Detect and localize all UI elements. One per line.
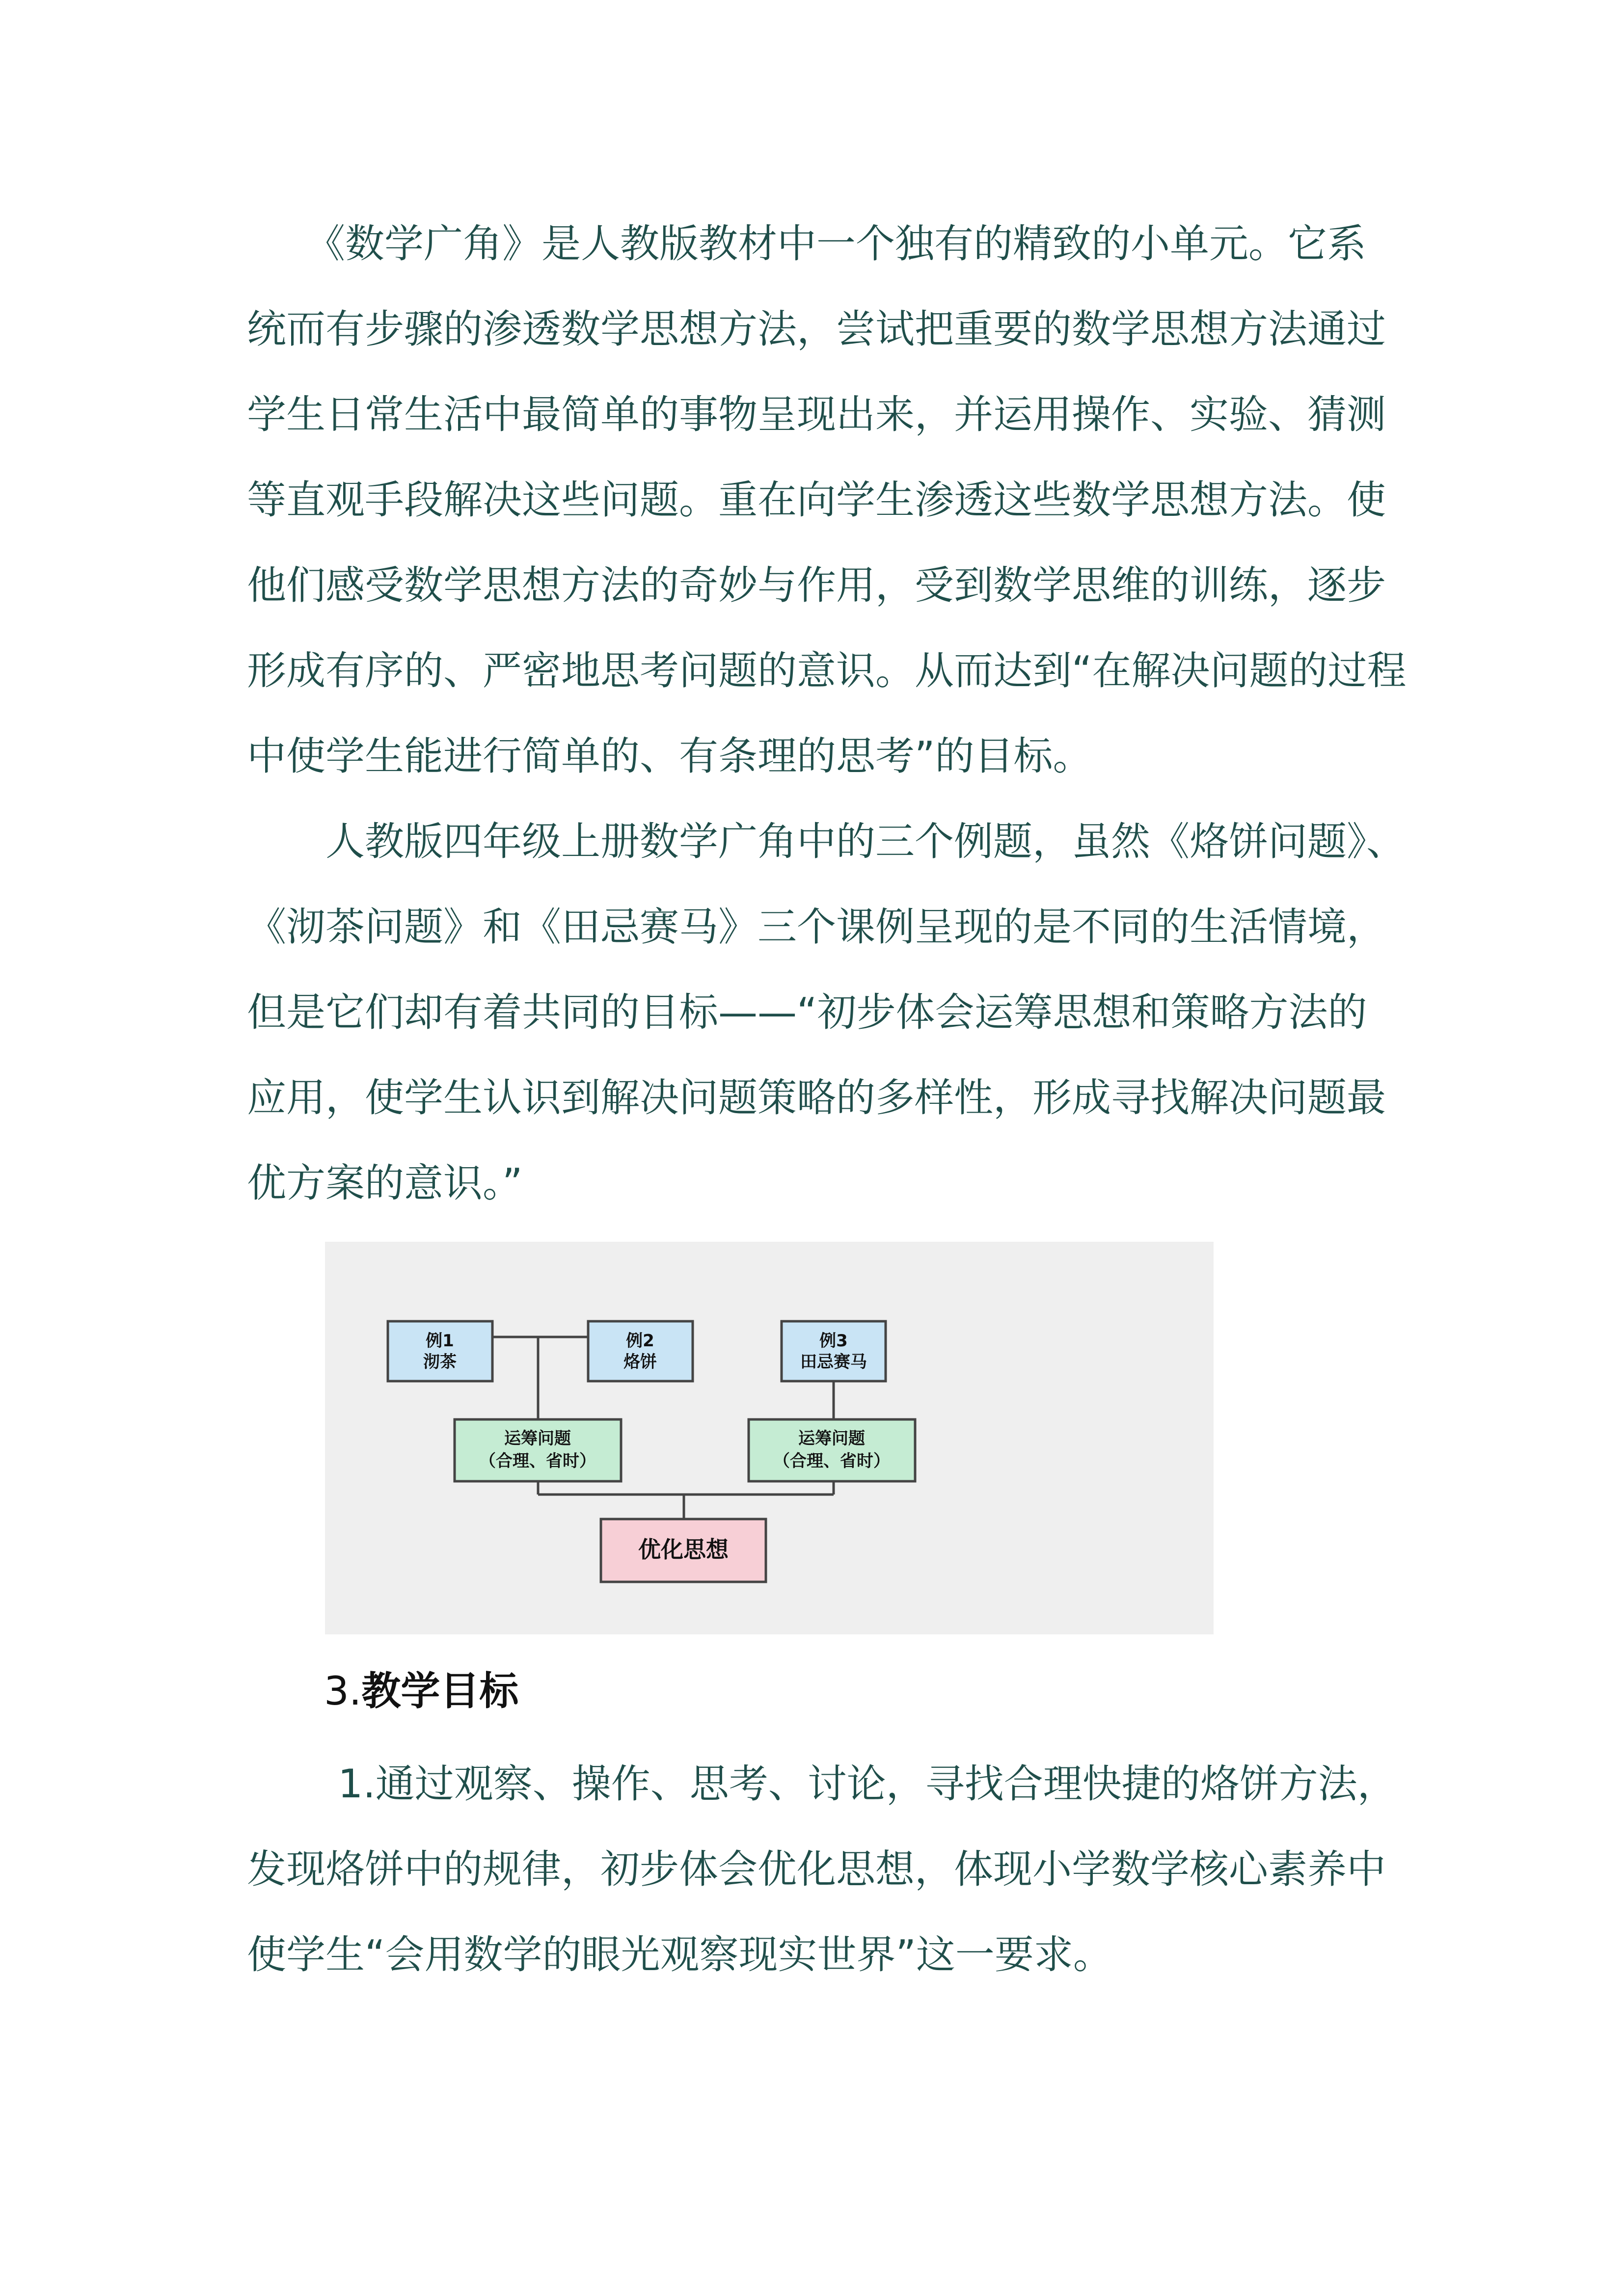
text-line: 1.通过观察、操作、思考、讨论，寻找合理快捷的烙饼方法， [247,1761,1397,1807]
strategy-box-1 [455,1419,621,1481]
text-line: 优方案的意识。” [247,1160,523,1206]
text-line: 统而有步骤的渗透数学思想方法，尝试把重要的数学思想方法通过 [247,306,1386,352]
text-line: 等直观手段解决这些问题。重在向学生渗透这些数学思想方法。使 [247,477,1386,523]
intro-paragraph [247,201,1407,799]
example-box-2-name: 烙饼 [623,1352,657,1372]
text-line: 学生日常生活中最简单的事物呈现出来，并运用操作、实验、猜测 [247,392,1386,437]
example-box-3 [782,1321,886,1381]
example-box-2-frame [588,1321,693,1381]
section-title: 教学目标 [361,1668,519,1714]
concept-diagram-svg [325,1242,1214,1634]
example-box-3-frame [782,1321,886,1381]
text-line: 人教版四年级上册数学广角中的三个例题，虽然《烙饼问题》、 [247,819,1406,864]
text-line: 但是它们却有着共同的目标——“初步体会运筹思想和策略方法的 [247,989,1367,1035]
strategy-box-2-note: （合理、省时） [773,1451,890,1471]
optimization-box-label: 优化思想 [638,1536,729,1563]
strategy-box-1-title: 运筹问题 [504,1429,571,1448]
example-box-3-name: 田忌赛马 [800,1352,867,1372]
examples-paragraph [247,799,1406,1226]
strategy-box-1-note: （合理、省时） [479,1451,596,1471]
concept-diagram [325,1242,1214,1634]
section-number: 3. [324,1668,362,1714]
text-line: 应用，使学生认识到解决问题策略的多样性，形成寻找解决问题最 [247,1075,1386,1121]
text-line: 他们感受数学思想方法的奇妙与作用，受到数学思维的训练，逐步 [247,562,1386,608]
example-box-1-label: 例1 [426,1331,454,1351]
strategy-box-2-title: 运筹问题 [798,1429,865,1448]
section-heading [324,1662,518,1721]
text-line: 《数学广角》是人教版教材中一个独有的精致的小单元。它系 [247,221,1366,267]
text-line: 《沏茶问题》和《田忌赛马》三个课例呈现的是不同的生活情境， [247,904,1386,950]
example-box-2-label: 例2 [626,1331,654,1351]
text-line: 使学生“会用数学的眼光观察现实世界”这一要求。 [247,1932,1112,1977]
strategy-box-2 [749,1419,915,1481]
example-box-1 [388,1321,492,1381]
example-box-2 [588,1321,693,1381]
example-box-3-label: 例3 [819,1331,848,1351]
example-box-1-frame [388,1321,492,1381]
example-box-1-name: 沏茶 [423,1352,457,1372]
text-line: 中使学生能进行简单的、有条理的思考”的目标。 [247,733,1092,779]
objective-paragraph [247,1741,1396,1998]
text-line: 形成有序的、严密地思考问题的意识。从而达到“在解决问题的过程 [247,648,1407,694]
text-line: 发现烙饼中的规律，初步体会优化思想，体现小学数学核心素养中 [247,1846,1386,1892]
optimization-box [601,1519,766,1582]
